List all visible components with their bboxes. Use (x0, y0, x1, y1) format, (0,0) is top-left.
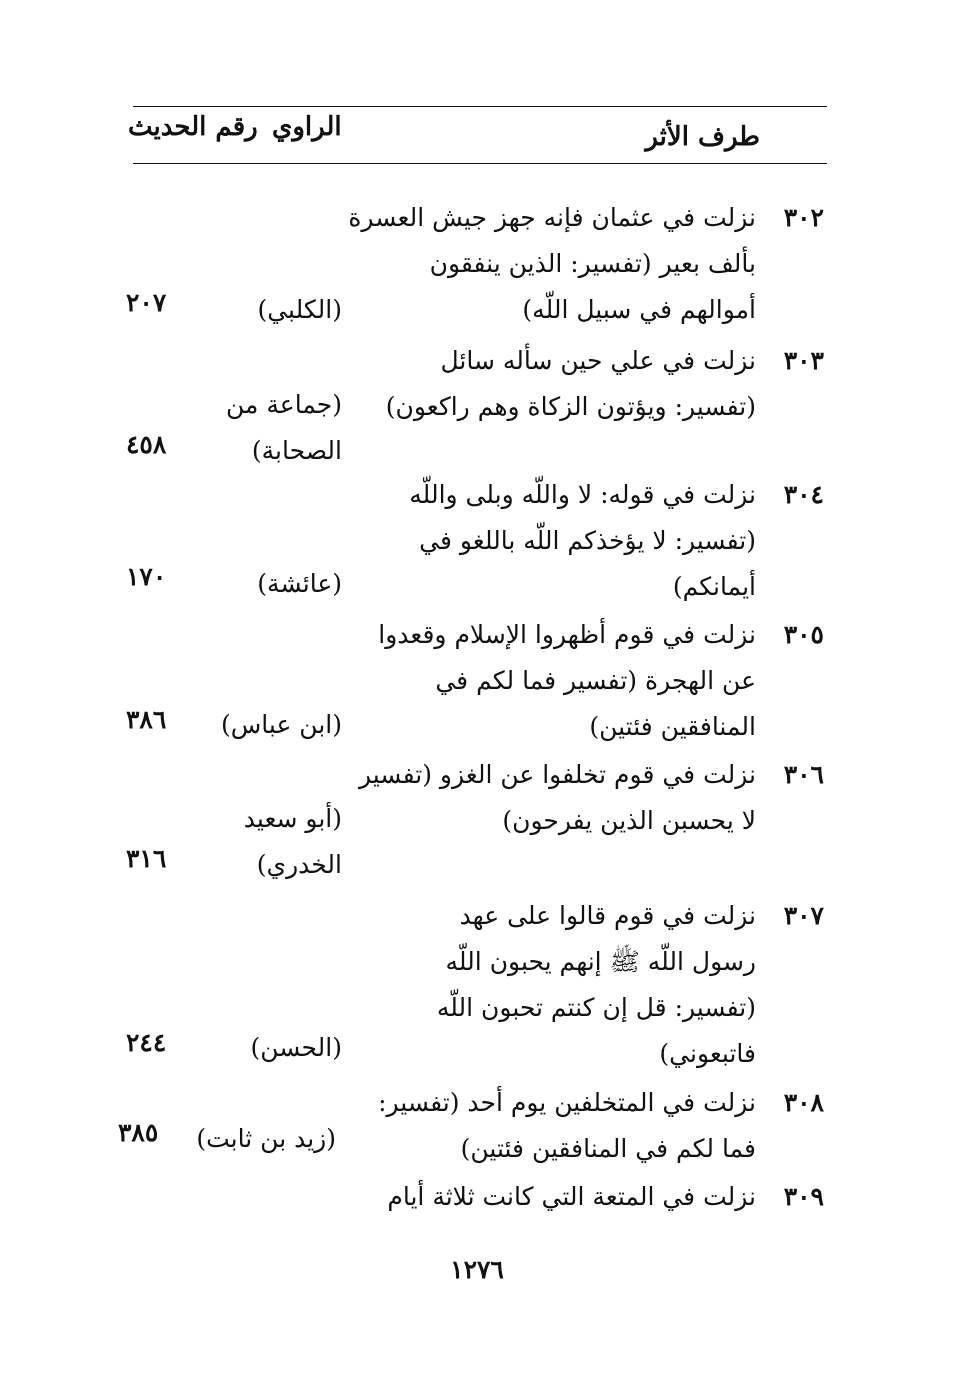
page-number: ١٢٧٦ (450, 1255, 504, 1284)
narrator-line: الصحابة) (251, 436, 342, 465)
entry-number: ٣٠٩ (783, 1182, 824, 1211)
entry-narrator (162, 1025, 342, 1071)
narrator-line: (زيد بن ثابت) (196, 1124, 336, 1153)
hadith-number: ٤٥٨ (126, 430, 167, 459)
header-text-column: طرف الأثر (645, 122, 760, 152)
entry-number: ٣٠٨ (783, 1088, 824, 1117)
entry-text-line: بألف بعير (تفسير: الذين ينفقون (429, 249, 756, 278)
entry-text-line: نزلت في المتخلفين يوم أحد (تفسير: (378, 1088, 756, 1117)
entry-number: ٣٠٤ (783, 480, 824, 509)
entry-narrator (156, 1116, 336, 1162)
entry-text-line: (تفسير: لا يؤخذكم اللّه باللغو في (419, 526, 756, 555)
entry-text-line: عن الهجرة (تفسير فما لكم في (435, 666, 756, 695)
entry-text-line: نزلت في قوله: لا واللّه وبلى واللّه (409, 480, 756, 509)
header-number-column: رقم الحديث (128, 112, 258, 142)
entry-text-line: نزلت في قوم تخلفوا عن الغزو (تفسير (358, 760, 756, 789)
entry-number: ٣٠٧ (783, 901, 824, 930)
entry-narrator (162, 287, 342, 333)
entry-text (378, 612, 756, 750)
narrator-line: (جماعة من (226, 390, 342, 419)
entry-text (385, 338, 756, 430)
entry-text-line: لا يحسبن الذين يفرحون) (502, 806, 756, 835)
top-rule (133, 106, 827, 107)
header-rule (133, 163, 827, 164)
entry-text (394, 893, 756, 1077)
entry-number: ٣٠٥ (783, 620, 824, 649)
entry-text-line: أيمانكم) (672, 572, 756, 601)
hadith-number: ٢٠٧ (126, 288, 167, 317)
narrator-line: (ابن عباس) (221, 710, 342, 739)
hadith-number: ١٧٠ (126, 562, 167, 591)
entry-text-line: نزلت في قوم قالوا على عهد (459, 901, 756, 930)
entry-text-line: المنافقين فئتين) (589, 712, 756, 741)
entry-text-line: نزلت في عثمان فإنه جهز جيش العسرة (348, 203, 756, 232)
entry-text-line: أموالهم في سبيل اللّه) (522, 295, 756, 324)
entry-narrator (162, 561, 342, 607)
hadith-number: ٣٨٥ (118, 1118, 159, 1147)
entry-text (358, 752, 756, 844)
entry-number: ٣٠٣ (783, 346, 824, 375)
narrator-line: (الحسن) (250, 1033, 342, 1062)
entry-text-line: فما لكم في المنافقين فئتين) (460, 1134, 756, 1163)
entry-text (348, 195, 756, 333)
entry-text (378, 1080, 756, 1172)
narrator-line: (الكلبي) (257, 295, 342, 324)
entry-number: ٣٠٦ (783, 760, 824, 789)
entry-text-line: نزلت في علي حين سأله سائل (440, 346, 756, 375)
hadith-number: ٣٨٦ (126, 705, 167, 734)
narrator-line: (عائشة) (257, 569, 342, 598)
entry-text-line: نزلت في المتعة التي كانت ثلاثة أيام (387, 1182, 756, 1211)
entry-text (387, 1174, 756, 1220)
entry-text-line: (تفسير: قل إن كنتم تحبون اللّه (436, 993, 756, 1022)
entry-number: ٣٠٢ (783, 203, 824, 232)
narrator-line: (أبو سعيد (243, 804, 342, 833)
entry-text (394, 472, 756, 610)
entry-narrator (162, 702, 342, 748)
entry-text-line: (تفسير: ويؤتون الزكاة وهم راكعون) (385, 392, 756, 421)
hadith-number: ٣١٦ (126, 844, 167, 873)
header-narrator-column: الراوي (272, 112, 342, 142)
narrator-line: الخدري) (256, 850, 342, 879)
entry-narrator (162, 382, 342, 474)
entry-narrator (162, 796, 342, 888)
entry-text-line: نزلت في قوم أظهروا الإسلام وقعدوا (378, 620, 756, 649)
entry-text-line: فاتبعوني) (659, 1039, 756, 1068)
hadith-number: ٢٤٤ (126, 1028, 167, 1057)
entry-text-line: رسول اللّه ﷺ إنهم يحبون اللّه (445, 947, 756, 976)
